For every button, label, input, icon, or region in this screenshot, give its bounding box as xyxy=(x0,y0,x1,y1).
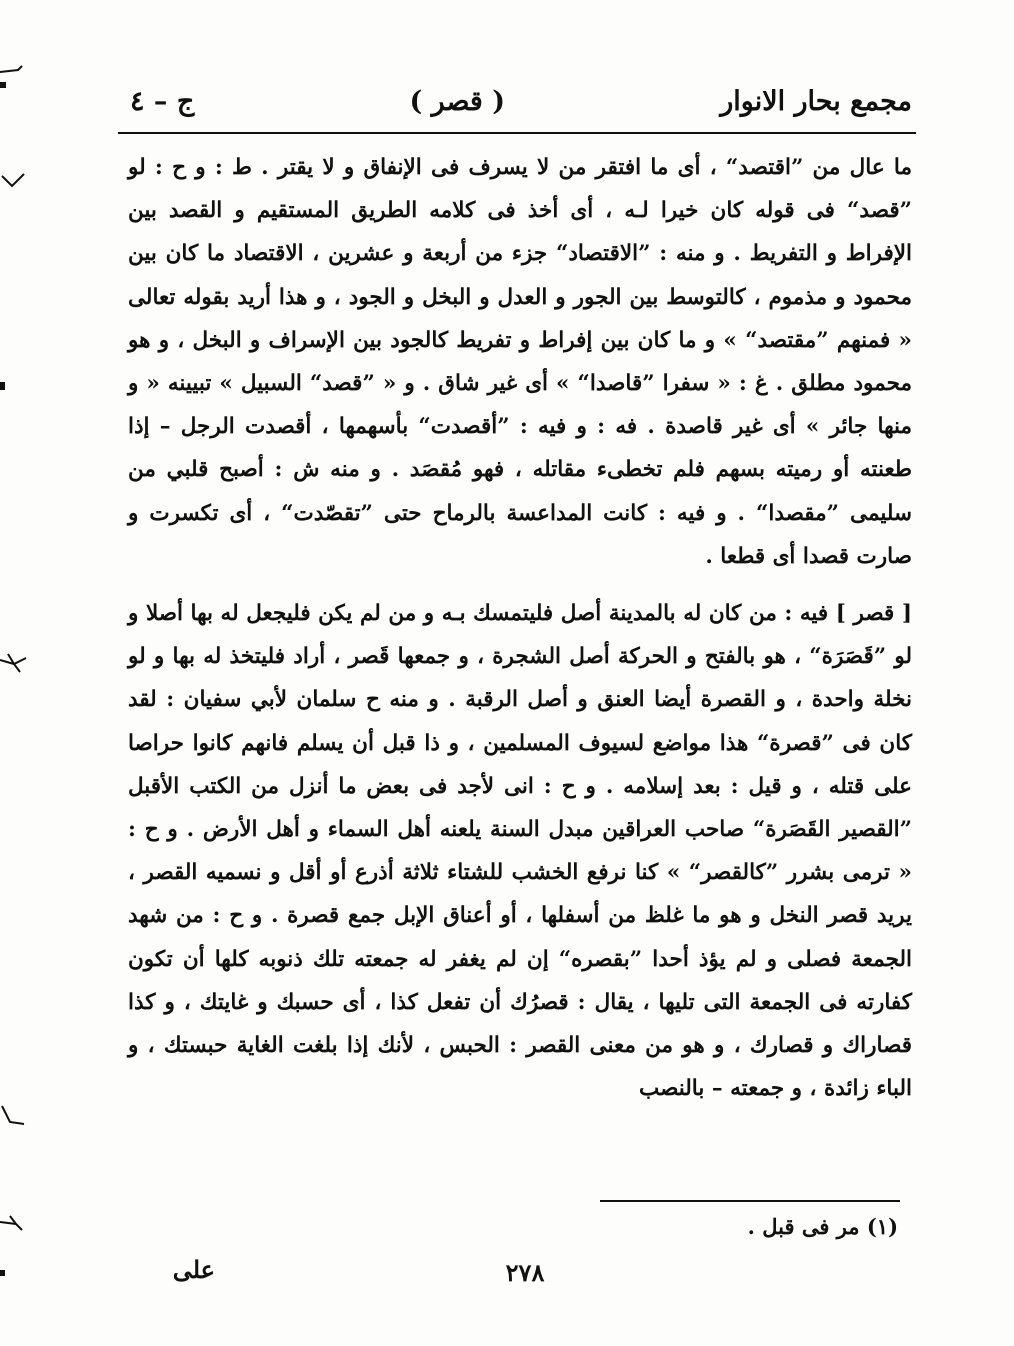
paragraph-qasr: [ قصر ] فيه : من كان له بالمدينة أصل فليتمسك بـه و من لم يكن فليجعل له بها أصلا و لو ”قَصَرَة“ ، هو بالفتح و الحركة أصل الشجرة ، و جمعها قَصر ، أراد فليتخذ له بها و لو نخلة واحدة ، و القصرة أيضا العنق و أصل الرقبة . و منه ح سلمان لأبي سفيان : لقد كان فى ”قصرة“ هذا مواضع لسيوف المسلمين ، و ذا قبل أن يسلم فانهم كانوا حراصا على قتله ، و قيل : بعد إسلامه . و ح : انى لأجد فى بعض ما أنزل من الكتب الأقبل ”القصير القَصَرة“ صاحب العراقين مبدل السنة يلعنه أهل السماء و أهل الأرض . و ح : « ترمى بشرر ”كالقصر“ » كنا نرفع الخشب للشتاء ثلاثة أذرع أو أقل و نسميه القصر ، يريد قصر النخل و هو ما غلظ من أسفلها ، أو أعناق الإبل جمع قصرة . و ح : من شهد الجمعة فصلى و لم يؤذ أحدا ”بقصره“ إن لم يغفر له جمعته تلك ذنوبه كلها أن تكون كفارته فى الجمعة التى تليها ، يقال : قصرُك أن تفعل كذا ، أى حسبك و غايتك ، و كذا قصاراك و قصارك ، و هو من معنى القصر : الحبس ، لأنك إذا بلغت الغاية حبستك ، و الباء زائدة ، و جمعته – بالنصب xyxy=(128,601,912,1102)
entry-word: ( قصر ) xyxy=(409,85,506,117)
binding-mark-icon xyxy=(0,648,28,678)
binding-mark-icon xyxy=(0,1208,28,1238)
page-number: ٢٧٨ xyxy=(505,1258,545,1287)
binding-mark-icon xyxy=(0,1262,28,1292)
binding-mark-icon xyxy=(0,1102,28,1132)
binding-mark-icon xyxy=(0,372,28,402)
book-title: مجمع بحار الانوار xyxy=(720,85,912,117)
running-header xyxy=(130,78,912,124)
main-text xyxy=(128,146,912,1110)
footnote: (١) مر فى قبل . xyxy=(747,1214,898,1239)
binding-mark-icon xyxy=(0,58,28,88)
volume-number: ج – ٤ xyxy=(130,85,195,117)
paragraph-qasd: ما عال من ”اقتصد“ ، أى ما افتقر من لا يسرف فى الإنفاق و لا يقتر . ط : و ح : لو ”قصد“ فى قوله كان خيرا لـه ، أى أخذ فى كلامه الطريق المستقيم و القصد بين الإفراط و التفريط . و منه : ”الاقتصاد“ جزء من أربعة و عشرين ، الاقتصاد ما كان بين محمود و مذموم ، كالتوسط بين الجور و العدل و البخل و الجود ، و هذا أريد بقوله تعالى « فمنهم ”مقتصد“ » و ما كان بين إفراط و تفريط كالجود بين الإسراف و البخل ، و هو محمود مطلق . غ : « سفرا ”قاصدا“ » أى غير شاق . و « ”قصد“ السبيل » تبيينه « و منها جائر » أى غير قاصدة . فه : و فيه : ”أقصدت“ بأسهمها ، أقصدت الرجل – إذا طعنته أو رميته بسهم فلم تخطىء مقاتله ، فهو مُقصَد . و منه ش : أصبح قلبي من سليمى ”مقصدا“ . و فيه : كانت المداعسة بالرماح حتى ”تقصّدت“ ، أى تكسرت و صارت قصدا أى قطعا . xyxy=(128,155,912,569)
header-rule xyxy=(118,132,916,134)
footnote-rule xyxy=(600,1200,900,1202)
binding-mark-icon xyxy=(0,170,28,200)
catchword: على xyxy=(172,1255,215,1284)
